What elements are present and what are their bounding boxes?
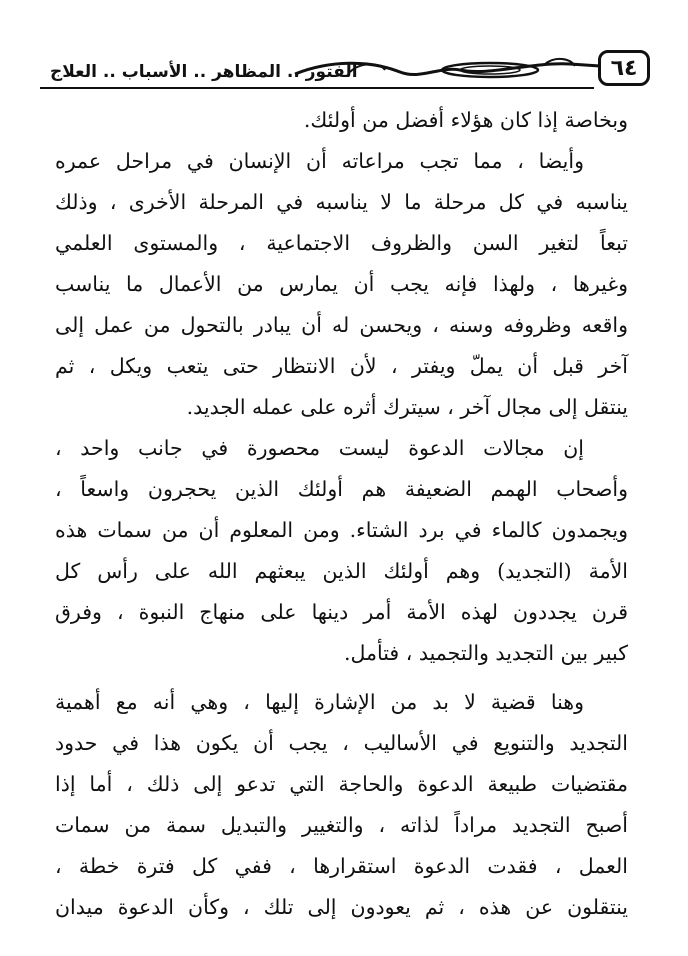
text-line: كبير بين التجديد والتجميد ، فتأمل. [343,641,628,665]
text-line: ويجمدون كالماء في برد الشتاء. ومن المعلوم أن من سمات هذه [55,518,628,542]
body-text [55,100,628,928]
text-line: واقعه وظروفه وسنه ، ويحسن له أن يبادر بالتحول من عمل إلى [55,313,628,337]
running-title: الفتور .. المظاهر .. الأسباب .. العلاج [50,62,358,82]
text-line: الأمة (التجديد) وهم أولئك الذين يبعثهم الله على رأس كل [55,559,628,583]
text-line: العمل ، فقدت الدعوة استقرارها ، ففي كل فترة خطة ، [55,854,628,878]
paragraph [55,141,628,428]
text-line: مقتضيات طبيعة الدعوة والحاجة التي تدعو إلى ذلك ، أما إذا [55,772,628,796]
text-line: وهنا قضية لا بد من الإشارة إليها ، وهي أنه مع أهمية [55,690,584,714]
text-line: وأصحاب الهمم الضعيفة هم أولئك الذين يحجرون واسعاً ، [55,477,628,501]
text-line: قرن يجددون لهذه الأمة أمر دينها على منهاج النبوة ، وفرق [55,600,628,624]
text-line: ينتقلون عن هذه ، ثم يعودون إلى تلك ، وكأن الدعوة ميدان [55,895,628,919]
text-line: تبعاً لتغير السن والظروف الاجتماعية ، والمستوى العلمي [55,231,628,255]
page-number: ٦٤ [598,50,650,86]
text-line: إن مجالات الدعوة ليست محصورة في جانب واحد ، [55,436,584,460]
paragraph [55,428,628,674]
text-line: وغيرها ، ولهذا فإنه يجب أن يمارس من الأعمال ما يناسب [55,272,628,296]
text-line: أصبح التجديد مراداً لذاته ، والتغيير والتبديل سمة من سمات [55,813,628,837]
paragraph [55,100,628,141]
page-header [40,40,650,92]
text-line: التجديد والتنويع في الأساليب ، يجب أن يكون هذا في حدود [55,731,628,755]
paragraph [55,682,628,928]
text-line: وأيضا ، مما تجب مراعاته أن الإنسان في مراحل عمره [55,149,584,173]
header-rule [40,87,594,89]
text-line: ينتقل إلى مجال آخر ، سيترك أثره على عمله الجديد. [186,395,628,419]
text-line: يناسبه في كل مرحلة ما لا يناسبه في المرحلة الأخرى ، وذلك [55,190,628,214]
text-line: وبخاصة إذا كان هؤلاء أفضل من أولئك. [303,108,628,132]
text-line: آخر قبل أن يملّ ويفتر ، لأن الانتظار حتى يتعب ويكل ، ثم [55,354,628,378]
